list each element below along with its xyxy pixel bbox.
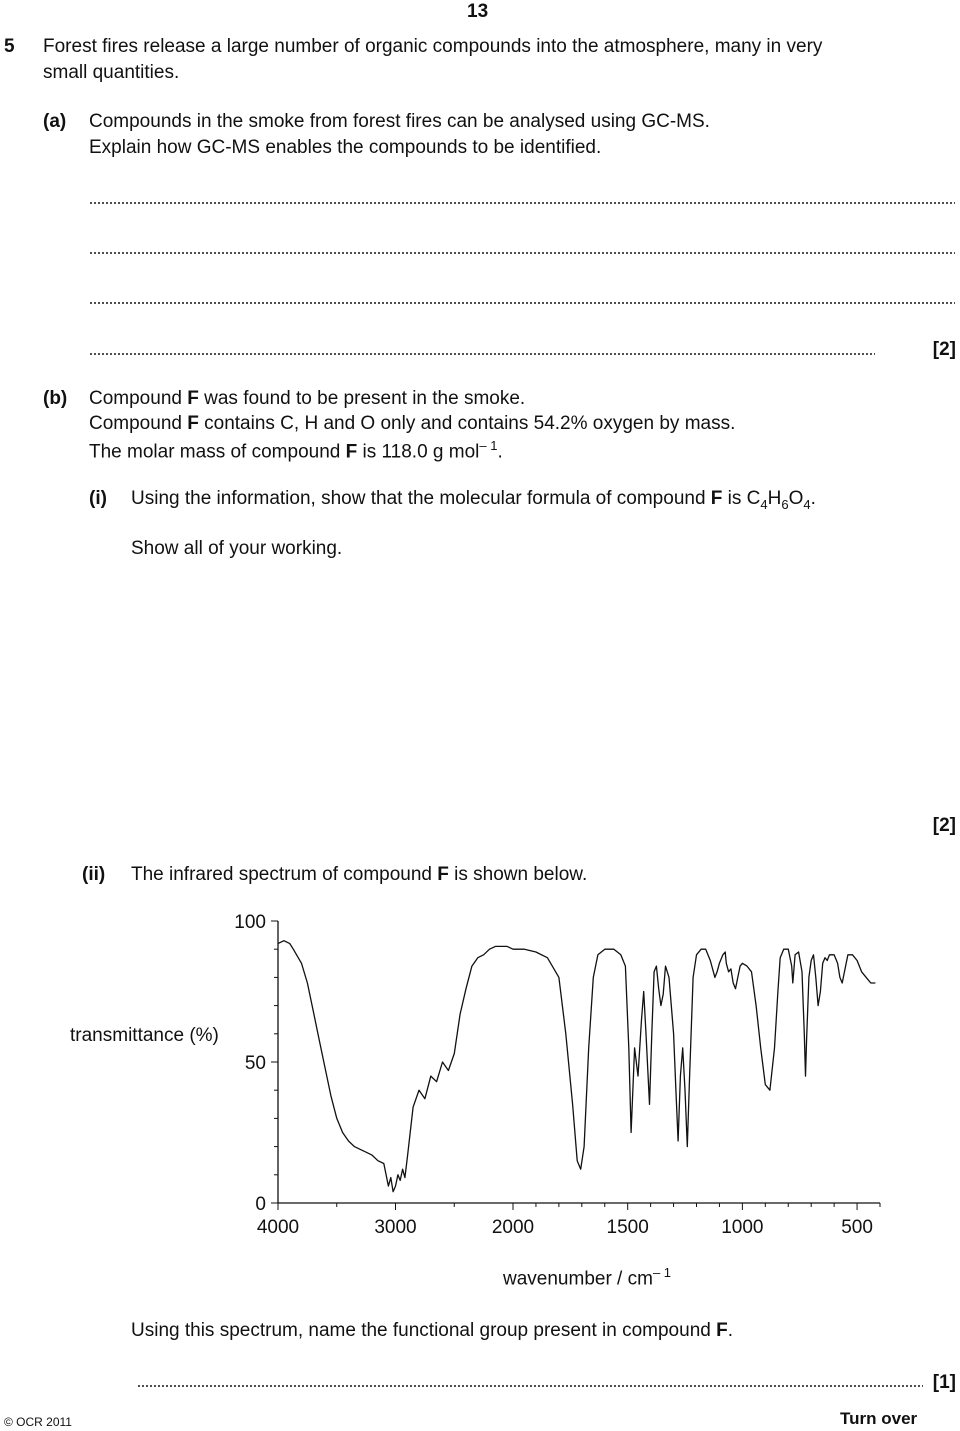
part-a-mark: [2]	[932, 339, 956, 360]
compound-label: F	[345, 441, 358, 463]
x-tick-label: 1000	[721, 1217, 764, 1238]
part-i-label: (i)	[89, 488, 107, 509]
spectrum-trace	[278, 941, 875, 1192]
part-ii-label: (ii)	[82, 864, 106, 885]
x-tick-label: 500	[841, 1217, 873, 1238]
part-b-line2: Compound F contains C, H and O only and contains 54.2% oxygen by mass.	[89, 413, 736, 434]
answer-line[interactable]	[137, 1385, 923, 1387]
question-number: 5	[4, 36, 15, 57]
compound-label: F	[716, 1320, 728, 1341]
compound-label: F	[187, 413, 199, 434]
part-ii-line1: The infrared spectrum of compound F is shown below.	[131, 864, 588, 885]
y-tick-label: 50	[244, 1053, 266, 1074]
compound-label: F	[187, 388, 199, 409]
compound-label: F	[710, 488, 723, 509]
y-axis-label: transmittance (%)	[70, 1025, 219, 1046]
part-ii-question: Using this spectrum, name the functional group present in compound F.	[131, 1320, 733, 1341]
part-a-line2: Explain how GC-MS enables the compounds to be identified.	[89, 137, 602, 158]
page-number: 13	[467, 1, 489, 22]
part-i-line2: Show all of your working.	[131, 538, 343, 559]
y-tick-label: 0	[255, 1194, 266, 1215]
part-i-line1: Using the information, show that the molecular formula of compound F is $C_4H_6O_4$.	[131, 488, 816, 512]
part-a-line1: Compounds in the smoke from forest fires can be analysed using GC-MS.	[89, 111, 710, 132]
part-i-mark: [2]	[932, 815, 956, 836]
x-axis-label: wavenumber / $cm^{- 1}$	[503, 1265, 672, 1290]
part-ii-mark: [1]	[932, 1372, 956, 1393]
question-intro-line1: Forest fires release a large number of organic compounds into the atmosphere, many in very	[43, 36, 823, 57]
x-tick-label: 3000	[374, 1217, 417, 1238]
part-b-line3: The molar mass of compound F is 118.0 g mol$^{- 1}$.	[89, 438, 503, 463]
x-tick-label: 2000	[491, 1217, 535, 1238]
turn-over: Turn over	[840, 1409, 918, 1428]
question-intro-line2: small quantities.	[43, 62, 180, 83]
part-b-label: (b)	[43, 388, 68, 409]
part-b-line1: Compound F was found to be present in the smoke.	[89, 388, 526, 409]
copyright: © OCR 2011	[4, 1415, 72, 1429]
compound-label: F	[437, 864, 449, 885]
x-tick-label: 1500	[606, 1217, 649, 1238]
y-tick-label: 100	[234, 912, 266, 933]
x-tick-label: 4000	[256, 1217, 300, 1238]
part-a-label: (a)	[43, 111, 67, 132]
